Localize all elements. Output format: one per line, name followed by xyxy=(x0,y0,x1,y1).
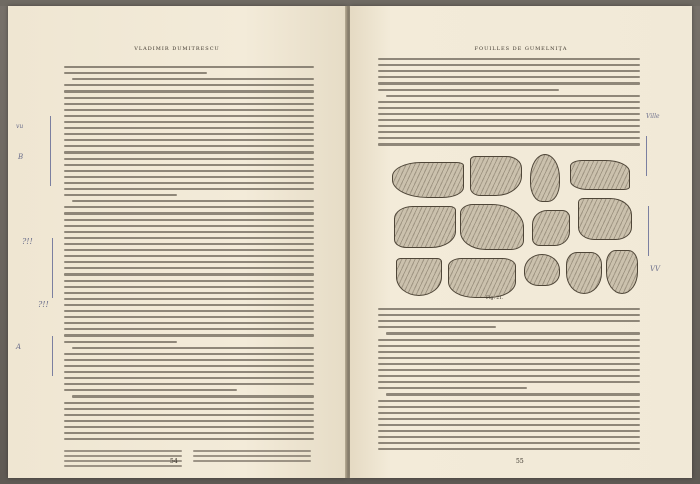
text-line xyxy=(64,145,314,147)
text-line xyxy=(64,280,314,282)
footnote-line xyxy=(64,450,182,452)
pottery-fragment xyxy=(470,156,522,196)
text-line xyxy=(378,381,640,383)
text-line xyxy=(378,143,640,145)
pottery-fragment xyxy=(392,162,464,198)
text-line xyxy=(64,328,314,330)
text-line xyxy=(378,387,527,389)
text-line xyxy=(64,237,314,239)
text-line xyxy=(378,101,640,103)
text-line xyxy=(378,357,640,359)
text-line xyxy=(64,243,314,245)
footnote-line xyxy=(193,460,311,462)
text-line xyxy=(378,82,640,84)
footnote-line xyxy=(193,455,311,457)
left-page xyxy=(8,6,347,478)
text-line xyxy=(64,212,314,214)
text-line xyxy=(64,90,314,92)
text-line xyxy=(378,430,640,432)
footnote-line xyxy=(64,465,182,467)
margin-note: ?!! xyxy=(38,300,49,309)
text-line xyxy=(378,314,640,316)
right-running-head: FOUILLES DE GUMELNIŢA xyxy=(474,46,568,52)
text-line xyxy=(64,72,207,74)
text-line xyxy=(378,113,640,115)
text-line xyxy=(64,414,314,416)
text-line xyxy=(64,353,314,355)
text-line xyxy=(64,194,177,196)
footnote-line xyxy=(193,450,311,452)
pottery-fragment xyxy=(530,154,560,202)
text-line xyxy=(64,133,314,135)
text-line xyxy=(378,442,640,444)
text-line xyxy=(386,95,640,97)
text-line xyxy=(378,412,640,414)
text-line xyxy=(378,436,640,438)
footnote-line xyxy=(64,455,182,457)
pottery-fragment xyxy=(566,252,602,294)
right-page xyxy=(350,6,692,478)
text-line xyxy=(64,371,314,373)
margin-note: B xyxy=(18,153,24,161)
text-line xyxy=(64,267,314,269)
right-page-number: 55 xyxy=(516,458,524,465)
text-line xyxy=(64,273,314,275)
text-line xyxy=(378,308,640,310)
pottery-fragment xyxy=(460,204,524,250)
text-line xyxy=(64,103,314,105)
text-line xyxy=(64,151,314,153)
text-line xyxy=(64,286,314,288)
text-line xyxy=(64,365,314,367)
text-line xyxy=(64,219,314,221)
text-line xyxy=(64,261,314,263)
text-line xyxy=(64,292,314,294)
pottery-fragment xyxy=(394,206,456,248)
text-line xyxy=(64,231,314,233)
text-line xyxy=(378,375,640,377)
text-line xyxy=(64,176,314,178)
margin-note: ?!! xyxy=(22,237,33,246)
text-line xyxy=(64,206,314,208)
figure-plate xyxy=(390,154,640,302)
left-page-number: 54 xyxy=(170,458,178,465)
text-line xyxy=(64,304,314,306)
text-line xyxy=(378,64,640,66)
text-line xyxy=(378,89,559,91)
margin-note: vu xyxy=(16,123,24,130)
text-line xyxy=(64,188,314,190)
text-line xyxy=(386,393,640,395)
margin-note: Ville xyxy=(646,113,660,120)
text-line xyxy=(64,377,314,379)
text-line xyxy=(64,127,314,129)
text-line xyxy=(64,359,314,361)
text-line xyxy=(378,339,640,341)
text-line xyxy=(378,137,640,139)
text-line xyxy=(64,158,314,160)
figure-caption: Fig. 21. xyxy=(486,296,504,301)
text-line xyxy=(64,298,314,300)
text-line xyxy=(64,255,314,257)
text-line xyxy=(64,109,314,111)
text-line xyxy=(64,334,314,336)
text-line xyxy=(378,424,640,426)
text-line xyxy=(378,326,496,328)
text-line xyxy=(72,78,314,80)
text-line xyxy=(378,76,640,78)
text-line xyxy=(378,58,640,60)
margin-mark xyxy=(52,336,53,376)
left-running-head: VLADIMIR DUMITRESCU xyxy=(134,46,220,52)
text-line xyxy=(64,115,314,117)
text-line xyxy=(64,420,314,422)
text-line xyxy=(64,432,314,434)
text-line xyxy=(378,448,640,450)
text-line xyxy=(64,84,314,86)
text-line xyxy=(378,406,640,408)
pottery-fragment xyxy=(532,210,570,246)
text-line xyxy=(64,383,314,385)
text-line xyxy=(378,70,640,72)
text-line xyxy=(378,400,640,402)
text-line xyxy=(378,418,640,420)
pottery-fragment xyxy=(570,160,630,190)
pottery-fragment xyxy=(578,198,632,240)
text-line xyxy=(72,395,314,397)
text-line xyxy=(64,121,314,123)
text-line xyxy=(378,125,640,127)
text-line xyxy=(64,310,314,312)
text-line xyxy=(72,347,314,349)
text-line xyxy=(64,97,314,99)
text-line xyxy=(378,320,640,322)
margin-note: VV xyxy=(650,265,661,273)
pottery-fragment xyxy=(606,250,638,294)
margin-mark xyxy=(50,116,51,186)
text-line xyxy=(64,389,237,391)
text-line xyxy=(378,119,640,121)
text-line xyxy=(64,249,314,251)
footnote-line xyxy=(64,460,182,462)
text-line xyxy=(64,66,314,68)
text-line xyxy=(378,345,640,347)
text-line xyxy=(64,322,314,324)
text-line xyxy=(64,402,314,404)
text-line xyxy=(378,107,640,109)
pottery-fragment xyxy=(524,254,560,286)
text-line xyxy=(64,164,314,166)
text-line xyxy=(378,363,640,365)
text-line xyxy=(378,351,640,353)
text-line xyxy=(386,332,640,334)
text-line xyxy=(64,316,314,318)
text-line xyxy=(64,139,314,141)
text-line xyxy=(64,225,314,227)
margin-note: A xyxy=(16,343,22,351)
text-line xyxy=(378,131,640,133)
text-line xyxy=(64,182,314,184)
text-line xyxy=(64,170,314,172)
margin-mark xyxy=(646,136,647,176)
margin-mark xyxy=(648,206,649,256)
text-line xyxy=(64,438,314,440)
pottery-fragment xyxy=(448,258,516,298)
text-line xyxy=(378,369,640,371)
text-line xyxy=(64,341,177,343)
margin-mark xyxy=(52,238,53,298)
text-line xyxy=(72,200,314,202)
text-line xyxy=(64,408,314,410)
pottery-fragment xyxy=(396,258,442,296)
text-line xyxy=(64,426,314,428)
